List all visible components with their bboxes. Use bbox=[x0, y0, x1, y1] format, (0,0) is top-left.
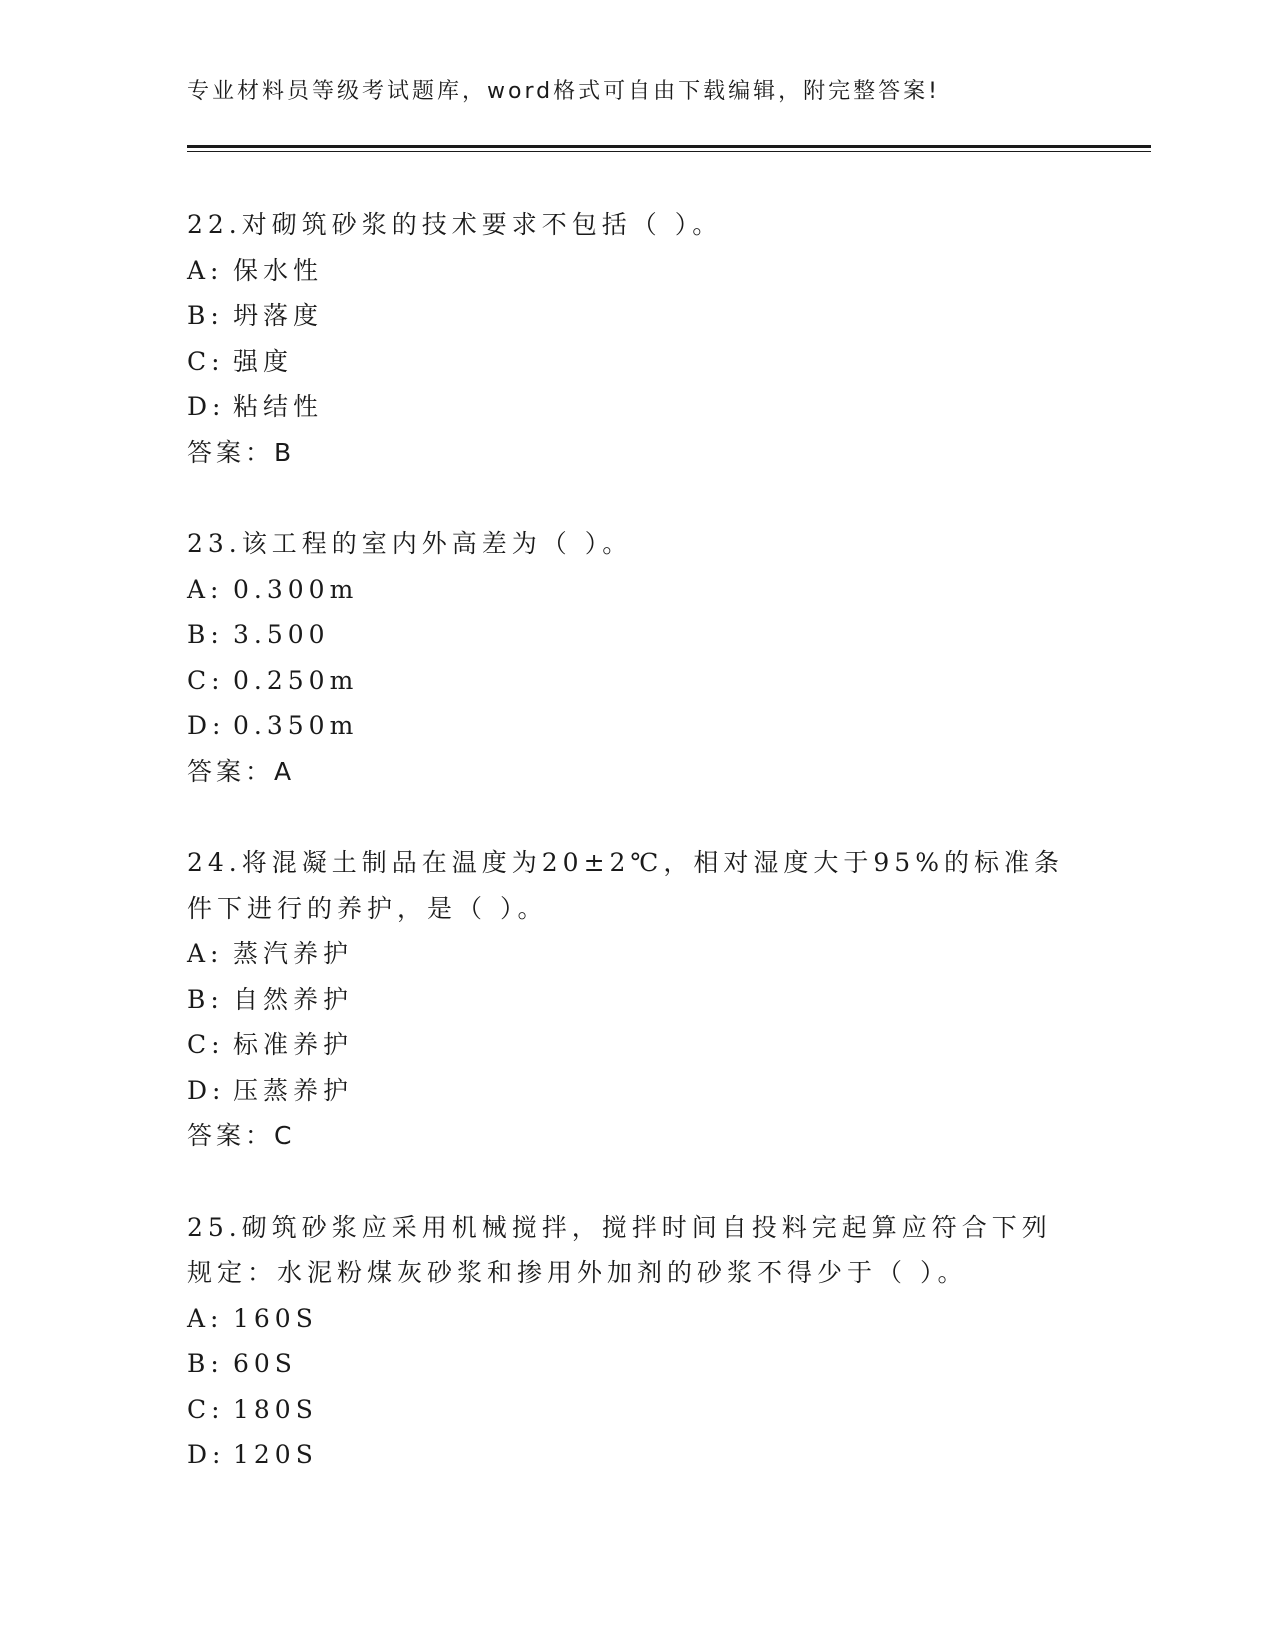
option-key: C: bbox=[187, 1394, 225, 1424]
option-text: 60S bbox=[233, 1349, 297, 1378]
question-list bbox=[187, 202, 1087, 1478]
option-key: B: bbox=[187, 984, 224, 1014]
header-rule-thick bbox=[187, 145, 1151, 148]
answer-line: 答案：A bbox=[187, 756, 296, 786]
option-text: 120S bbox=[233, 1440, 318, 1469]
option-text: 蒸汽养护 bbox=[233, 939, 354, 968]
question-stem: 22.对砌筑砂浆的技术要求不包括（ ）。 bbox=[187, 210, 723, 239]
option-text: 压蒸养护 bbox=[233, 1075, 354, 1105]
option-text: 标准养护 bbox=[233, 1030, 354, 1059]
option-b bbox=[187, 612, 1087, 658]
option-key: A: bbox=[187, 574, 224, 604]
option-text: 0.300m bbox=[233, 574, 359, 604]
option-text: 3.500 bbox=[233, 620, 330, 649]
option-key: B: bbox=[187, 620, 224, 649]
answer-line: 答案：C bbox=[187, 1121, 296, 1150]
option-key: C: bbox=[187, 1030, 225, 1059]
option-b bbox=[187, 1341, 1087, 1387]
option-b bbox=[187, 977, 1087, 1023]
option-c bbox=[187, 1387, 1087, 1433]
option-c bbox=[187, 658, 1087, 704]
option-text: 强度 bbox=[233, 346, 294, 376]
option-a bbox=[187, 931, 1087, 977]
option-key: C: bbox=[187, 665, 225, 695]
option-text: 粘结性 bbox=[233, 392, 324, 421]
option-text: 160S bbox=[233, 1303, 318, 1333]
question-stem: 24.将混凝土制品在温度为20±2℃，相对湿度大于95%的标准条件下进行的养护，是（ ）。 bbox=[187, 848, 1064, 923]
option-text: 0.250m bbox=[233, 665, 359, 695]
option-key: B: bbox=[187, 1349, 224, 1378]
option-key: A: bbox=[187, 1303, 224, 1333]
question-stem: 23.该工程的室内外高差为（ ）。 bbox=[187, 529, 633, 558]
option-a bbox=[187, 567, 1087, 613]
option-key: D: bbox=[187, 711, 226, 740]
question-22 bbox=[187, 202, 1087, 475]
option-key: A: bbox=[187, 255, 224, 285]
option-text: 0.350m bbox=[233, 711, 359, 740]
question-stem: 25.砌筑砂浆应采用机械搅拌，搅拌时间自投料完起算应符合下列规定：水泥粉煤灰砂浆和掺用外加剂的砂浆不得少于（ ）。 bbox=[187, 1212, 1052, 1287]
option-key: B: bbox=[187, 301, 224, 330]
option-text: 保水性 bbox=[233, 255, 324, 285]
option-key: D: bbox=[187, 392, 226, 421]
option-d bbox=[187, 1432, 1087, 1478]
question-25 bbox=[187, 1205, 1087, 1478]
page-header: 专业材料员等级考试题库，word格式可自由下载编辑，附完整答案! bbox=[187, 79, 940, 104]
question-spacer bbox=[187, 794, 1087, 840]
option-text: 自然养护 bbox=[233, 984, 354, 1014]
option-c bbox=[187, 1022, 1087, 1068]
header-rule-thin bbox=[187, 151, 1151, 152]
option-key: D: bbox=[187, 1075, 226, 1105]
option-key: D: bbox=[187, 1440, 226, 1469]
question-spacer bbox=[187, 1159, 1087, 1205]
question-23 bbox=[187, 521, 1087, 794]
option-c bbox=[187, 339, 1087, 385]
option-key: A: bbox=[187, 939, 224, 968]
option-a bbox=[187, 1296, 1087, 1342]
question-spacer bbox=[187, 475, 1087, 521]
option-key: C: bbox=[187, 346, 225, 376]
answer-line: 答案：B bbox=[187, 437, 296, 467]
option-d bbox=[187, 703, 1087, 749]
option-d bbox=[187, 1068, 1087, 1114]
option-b bbox=[187, 293, 1087, 339]
option-text: 坍落度 bbox=[233, 301, 324, 330]
option-d bbox=[187, 384, 1087, 430]
option-a bbox=[187, 248, 1087, 294]
question-24 bbox=[187, 840, 1087, 1159]
option-text: 180S bbox=[233, 1394, 318, 1424]
